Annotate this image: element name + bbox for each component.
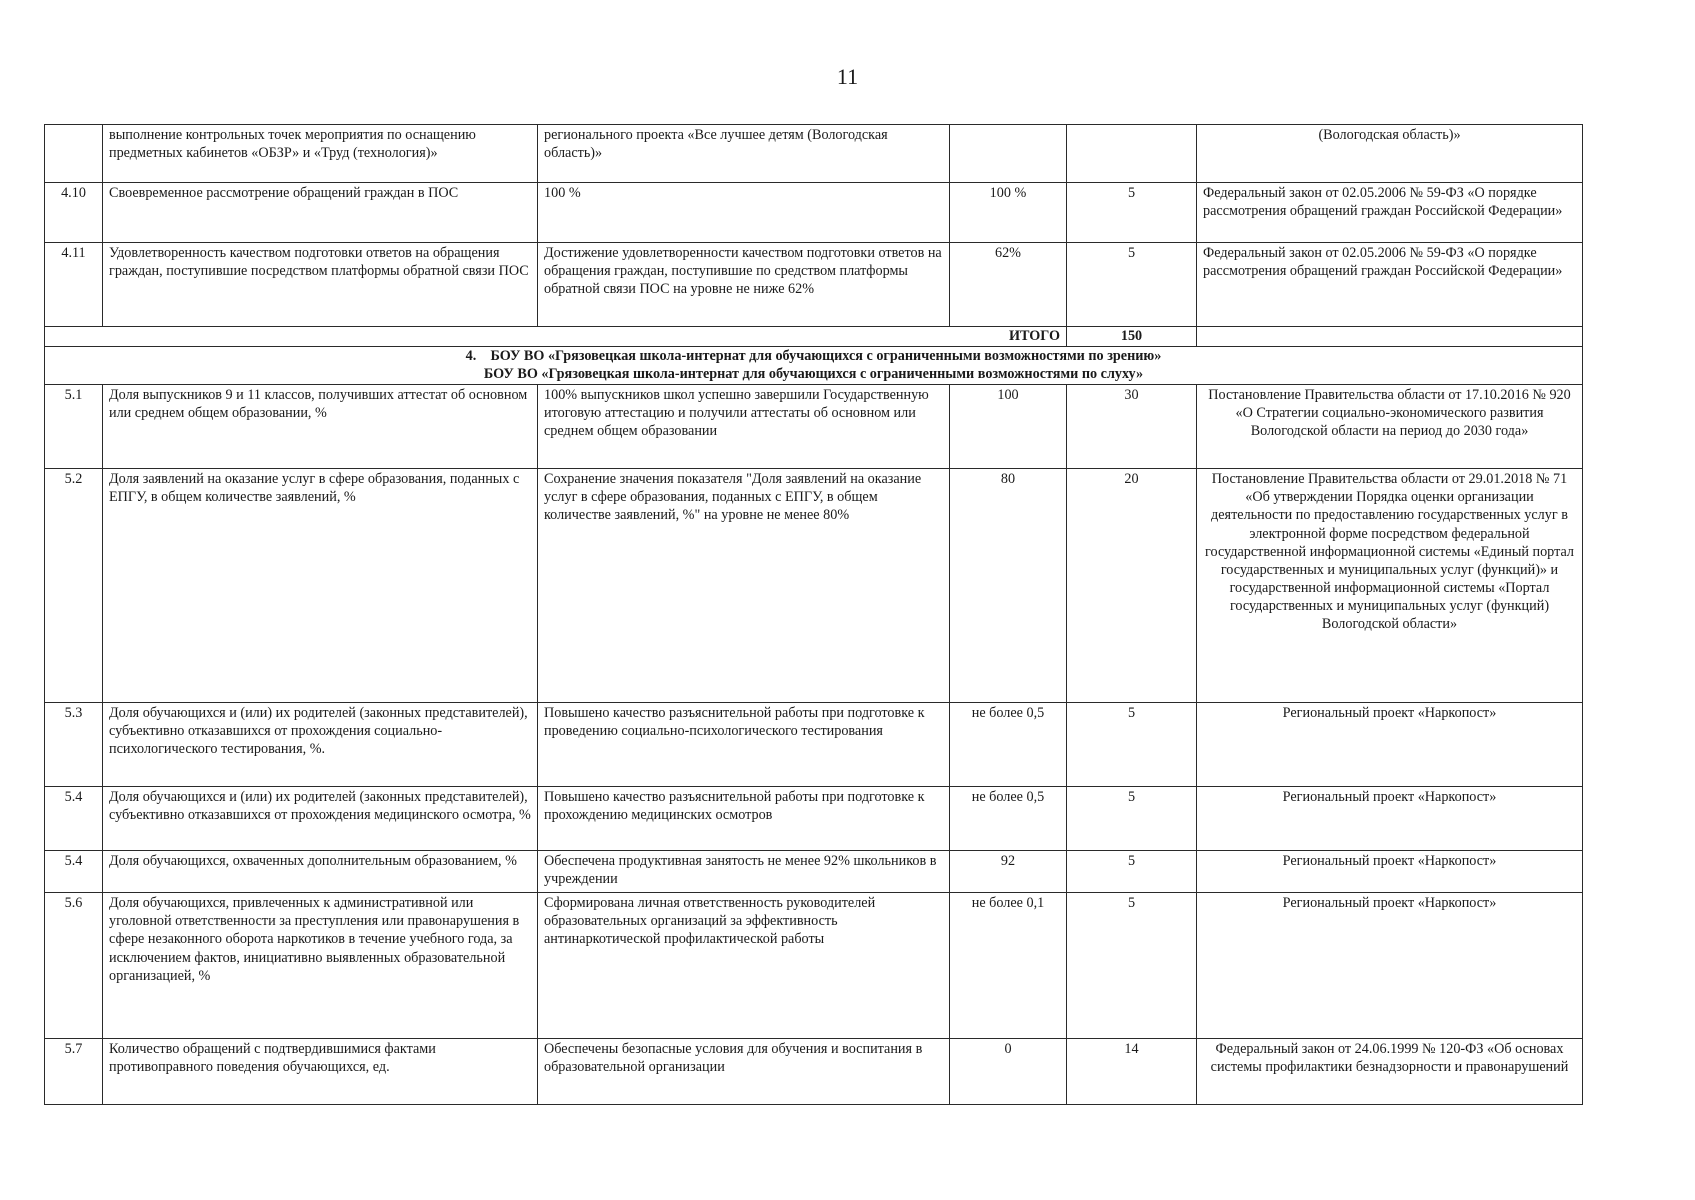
table-row bbox=[45, 243, 1583, 327]
result-cell: Обеспечены безопасные условия для обучения и воспитания в образовательной организации bbox=[538, 1039, 950, 1105]
points-cell: 14 bbox=[1067, 1039, 1197, 1105]
target-cell: не более 0,5 bbox=[950, 703, 1067, 787]
indicator-cell: Доля обучающихся и (или) их родителей (законных представителей), субъективно отказавшихся от прохождения социально-психологического тестирования, %. bbox=[103, 703, 538, 787]
section-title-line-1: 4. БОУ ВО «Грязовецкая школа-интернат для обучающихся с ограниченными возможностями по зрению» bbox=[465, 348, 1162, 364]
section-header-row bbox=[45, 347, 1583, 385]
row-number: 5.3 bbox=[45, 703, 103, 787]
indicator-cell: Доля обучающихся, привлеченных к административной или уголовной ответственности за преступления или правонарушения в сфере незаконного оборота наркотиков в течение учебного года, за исключением фактов, инициативно выявленных образовательной организацией, % bbox=[103, 893, 538, 1039]
table-row bbox=[45, 1039, 1583, 1105]
points-cell: 5 bbox=[1067, 893, 1197, 1039]
basis-cell: Постановление Правительства области от 29.01.2018 № 71 «Об утверждении Порядка оценки организации деятельности по предоставлению государственных услуг в электронной форме посредством федеральной государственной информационной системы «Единый портал государственных и муниципальных услуг (функций)» и государственной информационной системы «Портал государственных и муниципальных услуг (функций) Вологодской области» bbox=[1197, 469, 1583, 703]
total-empty-cell bbox=[1197, 327, 1583, 347]
row-number: 4.11 bbox=[45, 243, 103, 327]
result-cell: 100% выпускников школ успешно завершили Государственную итоговую аттестацию и получили аттестаты об основном или среднем общем образовании bbox=[538, 385, 950, 469]
indicators-table bbox=[44, 124, 1583, 1105]
target-cell: 92 bbox=[950, 851, 1067, 893]
row-number: 5.6 bbox=[45, 893, 103, 1039]
target-cell: не более 0,5 bbox=[950, 787, 1067, 851]
points-cell: 5 bbox=[1067, 851, 1197, 893]
row-number: 5.2 bbox=[45, 469, 103, 703]
total-label: ИТОГО bbox=[45, 327, 1067, 347]
table-row bbox=[45, 851, 1583, 893]
page-number: 11 bbox=[836, 64, 859, 89]
total-value: 150 bbox=[1067, 327, 1197, 347]
result-cell: регионального проекта «Все лучшее детям (Вологодская область)» bbox=[538, 125, 950, 183]
basis-cell: Региональный проект «Наркопост» bbox=[1197, 851, 1583, 893]
points-cell: 5 bbox=[1067, 243, 1197, 327]
table-row bbox=[45, 469, 1583, 703]
basis-cell: Федеральный закон от 02.05.2006 № 59-ФЗ «О порядке рассмотрения обращений граждан Российской Федерации» bbox=[1197, 243, 1583, 327]
basis-cell: (Вологодская область)» bbox=[1197, 125, 1583, 183]
indicator-cell: Доля заявлений на оказание услуг в сфере образования, поданных с ЕПГУ, в общем количестве заявлений, % bbox=[103, 469, 538, 703]
indicator-cell: Удовлетворенность качеством подготовки ответов на обращения граждан, поступившие посредством платформы обратной связи ПОС bbox=[103, 243, 538, 327]
target-cell: 80 bbox=[950, 469, 1067, 703]
points-cell: 5 bbox=[1067, 703, 1197, 787]
result-cell: Повышено качество разъяснительной работы при подготовке к прохождению медицинских осмотров bbox=[538, 787, 950, 851]
basis-cell: Региональный проект «Наркопост» bbox=[1197, 787, 1583, 851]
points-cell: 30 bbox=[1067, 385, 1197, 469]
result-cell: Обеспечена продуктивная занятость не менее 92% школьников в учреждении bbox=[538, 851, 950, 893]
row-number bbox=[45, 125, 103, 183]
target-cell: 100 % bbox=[950, 183, 1067, 243]
target-cell: 0 bbox=[950, 1039, 1067, 1105]
indicator-cell: выполнение контрольных точек мероприятия по оснащению предметных кабинетов «ОБЗР» и «Труд (технология)» bbox=[103, 125, 538, 183]
indicator-cell: Доля выпускников 9 и 11 классов, получивших аттестат об основном или среднем общем образовании, % bbox=[103, 385, 538, 469]
section-title-line-2: БОУ ВО «Грязовецкая школа-интернат для обучающихся с ограниченными возможностями по слуху» bbox=[483, 366, 1144, 383]
indicator-cell: Своевременное рассмотрение обращений граждан в ПОС bbox=[103, 183, 538, 243]
basis-cell: Постановление Правительства области от 17.10.2016 № 920 «О Стратегии социально-экономического развития Вологодской области на период до 2030 года» bbox=[1197, 385, 1583, 469]
row-number: 5.1 bbox=[45, 385, 103, 469]
row-number: 5.7 bbox=[45, 1039, 103, 1105]
basis-cell: Федеральный закон от 02.05.2006 № 59-ФЗ «О порядке рассмотрения обращений граждан Российской Федерации» bbox=[1197, 183, 1583, 243]
basis-cell: Региональный проект «Наркопост» bbox=[1197, 703, 1583, 787]
table-row bbox=[45, 125, 1583, 183]
target-cell bbox=[950, 125, 1067, 183]
section-header bbox=[45, 347, 1583, 385]
result-cell: Достижение удовлетворенности качеством подготовки ответов на обращения граждан, поступившие по средством платформы обратной связи ПОС на уровне не ниже 62% bbox=[538, 243, 950, 327]
target-cell: 100 bbox=[950, 385, 1067, 469]
result-cell: 100 % bbox=[538, 183, 950, 243]
indicator-cell: Доля обучающихся, охваченных дополнительным образованием, % bbox=[103, 851, 538, 893]
points-cell: 5 bbox=[1067, 183, 1197, 243]
row-number: 5.4 bbox=[45, 851, 103, 893]
result-cell: Сформирована личная ответственность руководителей образовательных организаций за эффективность антинаркотической профилактической работы bbox=[538, 893, 950, 1039]
table-row bbox=[45, 385, 1583, 469]
result-cell: Повышено качество разъяснительной работы при подготовке к проведению социально-психологического тестирования bbox=[538, 703, 950, 787]
table-row bbox=[45, 787, 1583, 851]
total-row bbox=[45, 327, 1583, 347]
table-row bbox=[45, 893, 1583, 1039]
basis-cell: Федеральный закон от 24.06.1999 № 120-ФЗ «Об основах системы профилактики безнадзорности и правонарушений bbox=[1197, 1039, 1583, 1105]
points-cell: 20 bbox=[1067, 469, 1197, 703]
points-cell bbox=[1067, 125, 1197, 183]
indicator-cell: Количество обращений с подтвердившимися фактами противоправного поведения обучающихся, ед. bbox=[103, 1039, 538, 1105]
table-row bbox=[45, 703, 1583, 787]
basis-cell: Региональный проект «Наркопост» bbox=[1197, 893, 1583, 1039]
target-cell: 62% bbox=[950, 243, 1067, 327]
target-cell: не более 0,1 bbox=[950, 893, 1067, 1039]
indicator-cell: Доля обучающихся и (или) их родителей (законных представителей), субъективно отказавшихся от прохождения медицинского осмотра, % bbox=[103, 787, 538, 851]
row-number: 4.10 bbox=[45, 183, 103, 243]
points-cell: 5 bbox=[1067, 787, 1197, 851]
table-row bbox=[45, 183, 1583, 243]
row-number: 5.4 bbox=[45, 787, 103, 851]
result-cell: Сохранение значения показателя "Доля заявлений на оказание услуг в сфере образования, поданных с ЕПГУ, в общем количестве заявлений, %" на уровне не менее 80% bbox=[538, 469, 950, 703]
